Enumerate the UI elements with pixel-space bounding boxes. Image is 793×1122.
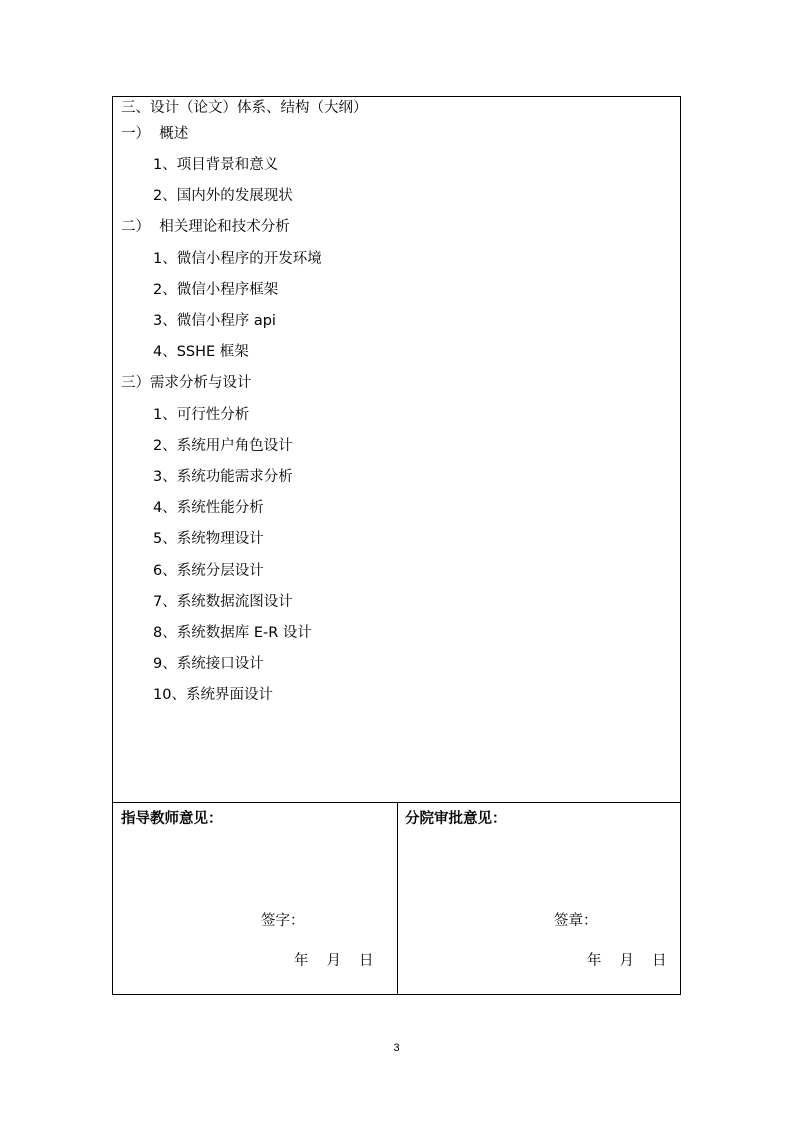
column-divider bbox=[397, 802, 398, 995]
outline-item: 6、系统分层设计 bbox=[153, 563, 264, 579]
outline-item: 4、系统性能分析 bbox=[153, 500, 264, 516]
section-title: 二） 相关理论和技术分析 bbox=[121, 219, 290, 235]
outline-item: 2、微信小程序框架 bbox=[153, 282, 279, 298]
year-label: 年 bbox=[587, 953, 602, 969]
day-label: 日 bbox=[359, 953, 374, 969]
month-label: 月 bbox=[619, 953, 634, 969]
year-label: 年 bbox=[294, 953, 309, 969]
advisor-signature-label: 签字： bbox=[261, 913, 305, 929]
section-title: 三）需求分析与设计 bbox=[121, 375, 252, 391]
department-opinion-label: 分院审批意见： bbox=[405, 811, 507, 827]
outline-table bbox=[112, 96, 681, 995]
section-title: 一） 概述 bbox=[121, 126, 189, 142]
outline-item: 1、项目背景和意义 bbox=[153, 157, 279, 173]
outline-heading: 三、设计（论文）体系、结构（大纲） bbox=[121, 100, 368, 116]
outline-item: 1、可行性分析 bbox=[153, 407, 250, 423]
outline-item: 5、系统物理设计 bbox=[153, 531, 264, 547]
outline-item: 4、SSHE 框架 bbox=[153, 344, 249, 360]
outline-item: 2、国内外的发展现状 bbox=[153, 188, 293, 204]
advisor-date bbox=[294, 949, 374, 970]
department-date bbox=[587, 949, 667, 970]
outline-item: 3、微信小程序 api bbox=[153, 313, 276, 329]
page-number: 3 bbox=[393, 1042, 400, 1054]
outline-item: 7、系统数据流图设计 bbox=[153, 594, 293, 610]
day-label: 日 bbox=[652, 953, 667, 969]
outline-item: 9、系统接口设计 bbox=[153, 656, 264, 672]
outline-item: 8、系统数据库 E-R 设计 bbox=[153, 625, 312, 641]
outline-item: 1、微信小程序的开发环境 bbox=[153, 251, 322, 267]
outline-item: 2、系统用户角色设计 bbox=[153, 438, 293, 454]
advisor-opinion-label: 指导教师意见： bbox=[121, 811, 223, 827]
outline-item: 3、系统功能需求分析 bbox=[153, 469, 293, 485]
outline-item: 10、系统界面设计 bbox=[153, 687, 273, 703]
department-seal-label: 签章： bbox=[554, 913, 598, 929]
month-label: 月 bbox=[326, 953, 341, 969]
